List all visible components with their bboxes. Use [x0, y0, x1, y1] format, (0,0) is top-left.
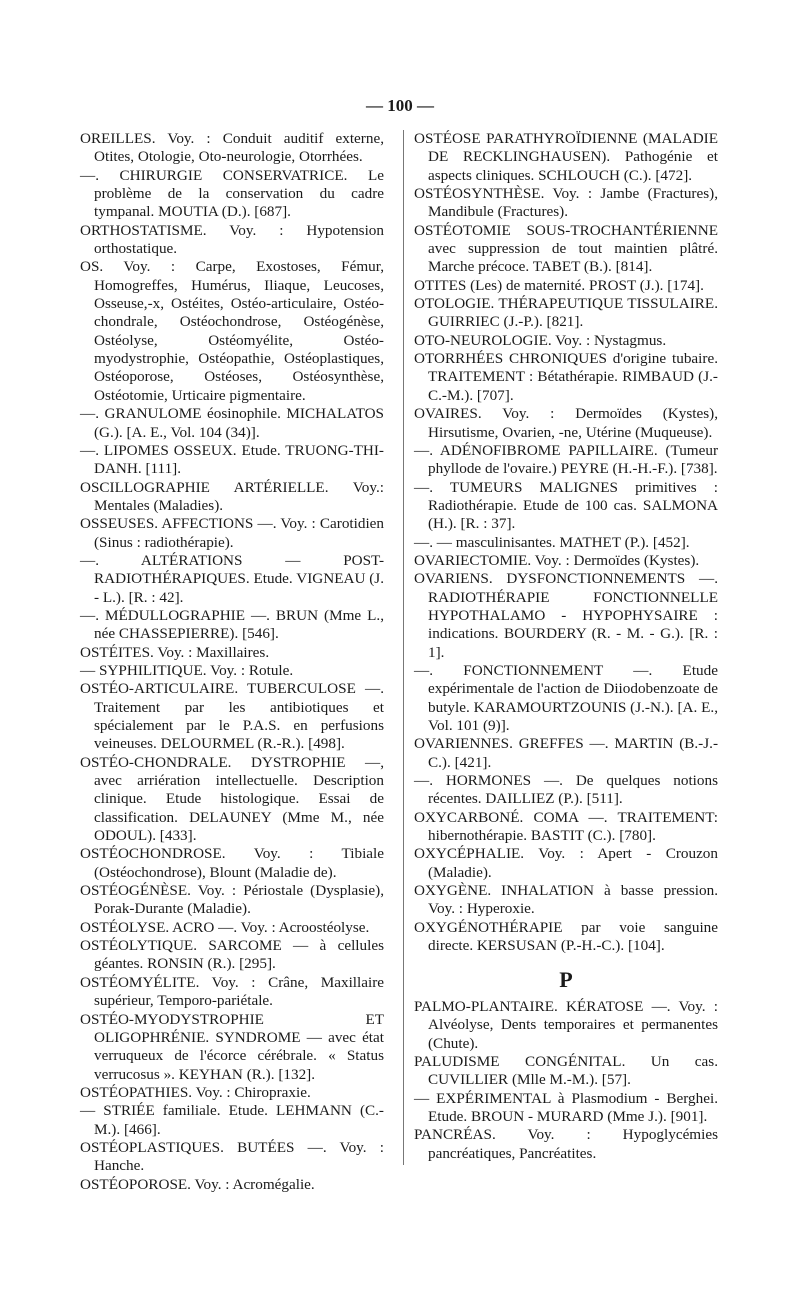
index-entry: OSTÉOCHONDROSE. Voy. : Tibiale (Ostéochondrose), Blount (Maladie de).	[80, 845, 384, 881]
index-entry: —. CHIRURGIE CONSERVATRICE. Le problème de la conservation du cadre tympanal. MOUTIA (D.). [687].	[80, 166, 384, 221]
column-divider	[403, 130, 404, 1165]
index-entry: OSTÉOMYÉLITE. Voy. : Crâne, Maxillaire supérieur, Temporo-pariétale.	[80, 973, 384, 1010]
index-entry: —. LIPOMES OSSEUX. Etude. TRUONG-THI-DANH. [111].	[80, 441, 384, 478]
index-entry: OVARIENNES. GREFFES —. MARTIN (B.-J.-C.). [421].	[414, 735, 718, 771]
index-entry: OVAIRES. Voy. : Dermoïdes (Kystes), Hirsutisme, Ovarien, -ne, Utérine (Muqueuse).	[414, 405, 718, 441]
index-entry: OSTÉOLYSE. ACRO —. Voy. : Acroostéolyse.	[80, 918, 370, 936]
index-entry: —. FONCTIONNEMENT —. Etude expérimentale de l'action de Diiodobenzoate de butyle. KARAMOURTZOUNIS (J.-N.). [A. E., Vol. 101 (9)].	[414, 661, 718, 734]
index-entry: OSTÉITES. Voy. : Maxillaires.	[80, 643, 270, 661]
index-entry: ORTHOSTATISME. Voy. : Hypotension orthostatique.	[80, 221, 384, 258]
index-entry: —. MÉDULLOGRAPHIE —. BRUN (Mme L., née CHASSEPIERRE). [546].	[80, 606, 384, 643]
index-entry: OXYGÉNOTHÉRAPIE par voie sanguine directe. KERSUSAN (P.-H.-C.). [104].	[414, 918, 718, 955]
index-entry: OTORRHÉES CHRONIQUES d'origine tubaire. TRAITEMENT : Bétathérapie. RIMBAUD (J.-C.-M.). [707].	[414, 350, 718, 404]
index-entry: —. ADÉNOFIBROME PAPILLAIRE. (Tumeur phyllode de l'ovaire.) PEYRE (H.-H.-F.). [738].	[414, 441, 718, 478]
index-entry: PANCRÉAS. Voy. : Hypoglycémies pancréatiques, Pancréatites.	[414, 1126, 718, 1162]
index-entry: —. ALTÉRATIONS — POST-RADIOTHÉRAPIQUES. Etude. VIGNEAU (J. - L.). [R. : 42].	[80, 551, 384, 606]
index-entry: OSTÉOGÉNÈSE. Voy. : Périostale (Dysplasie), Porak-Durante (Maladie).	[80, 882, 384, 918]
index-entry: OSTÉOSYNTHÈSE. Voy. : Jambe (Fractures), Mandibule (Fractures).	[414, 185, 718, 221]
index-entry: — SYPHILITIQUE. Voy. : Rotule.	[80, 661, 294, 679]
index-entry: OSTÉOPATHIES. Voy. : Chiropraxie.	[80, 1083, 311, 1101]
index-entry: OXYCARBONÉ. COMA —. TRAITEMENT: hibernothérapie. BASTIT (C.). [780].	[414, 808, 718, 845]
section-letter: P	[559, 967, 573, 993]
index-entry: —. HORMONES —. De quelques notions récentes. DAILLIEZ (P.). [511].	[414, 772, 718, 808]
index-entry: OSSEUSES. AFFECTIONS —. Voy. : Carotidien (Sinus : radiothérapie).	[80, 515, 384, 551]
index-entry: PALUDISME CONGÉNITAL. Un cas. CUVILLIER (Mlle M.-M.). [57].	[414, 1052, 718, 1089]
index-entry: —. TUMEURS MALIGNES primitives : Radiothérapie. Etude de 100 cas. SALMONA (H.). [R. : 37].	[414, 478, 718, 533]
index-entry: OSTÉO-CHONDRALE. DYSTROPHIE —, avec arriération intellectuelle. Description clinique. Etude histologique. Essai de classification. DELAUNEY (Mme M., née ODOUL). [433].	[80, 753, 384, 845]
index-entry: OSTÉO-MYODYSTROPHIE ET OLIGOPHRÉNIE. SYNDROME — avec état verruqueux de l'écorce cérébrale. « Status verrucosus ». KEYHAN (R.). [132].	[80, 1010, 384, 1083]
index-entry: OSTÉO-ARTICULAIRE. TUBERCULOSE —. Traitement par les antibiotiques et spécialement par le P.A.S. en perfusions veineuses. DELOURMEL (R.-R.). [498].	[80, 680, 384, 753]
index-entry: OSTÉOTOMIE SOUS-TROCHANTÉRIENNE avec suppression de tout maintien plâtré. Marche précoce. TABET (B.). [814].	[414, 221, 718, 276]
index-entry: OS. Voy. : Carpe, Exostoses, Fémur, Homogreffes, Humérus, Iliaque, Leucoses, Osseuse,-x, Ostéites, Ostéo-articulaire, Ostéo-chondrale, Ostéochondrose, Ostéogénèse, Ostéolyse, Ostéomyélite, Ostéo-myodystrophie, Ostéopathie, Ostéoplastiques, Ostéoporose, Ostéoses, Ostéosynthèse, Ostéotomie, Urticaire pigmentaire.	[80, 258, 384, 404]
right-column	[414, 130, 718, 1163]
index-entry: OVARIENS. DYSFONCTIONNEMENTS —. RADIOTHÉRAPIE FONCTIONNELLE HYPOTHALAMO - HYPOPHYSAIRE : indications. BOURDERY (R. - M. - G.). [R. : 1].	[414, 570, 718, 661]
left-column	[80, 130, 384, 1194]
index-entry: OSTÉOSE PARATHYROÏDIENNE (MALADIE DE RECKLINGHAUSEN). Pathogénie et aspects cliniques. SCHLOUCH (C.). [472].	[414, 130, 718, 184]
page-number: — 100 —	[366, 96, 434, 115]
index-entry: OTITES (Les) de maternité. PROST (J.). [174].	[414, 276, 704, 294]
index-entry: OSCILLOGRAPHIE ARTÉRIELLE. Voy.: Mentales (Maladies).	[80, 478, 384, 514]
index-entry: — STRIÉE familiale. Etude. LEHMANN (C.-M.). [466].	[80, 1102, 384, 1138]
index-entry: OSTÉOLYTIQUE. SARCOME — à cellules géantes. RONSIN (R.). [295].	[80, 937, 384, 973]
index-entry: —. GRANULOME éosinophile. MICHALATOS (G.). [A. E., Vol. 104 (34)].	[80, 405, 384, 441]
index-entry: — EXPÉRIMENTAL à Plasmodium - Berghei. Etude. BROUN - MURARD (Mme J.). [901].	[414, 1089, 718, 1125]
index-entry: OXYCÉPHALIE. Voy. : Apert - Crouzon (Maladie).	[414, 845, 718, 881]
index-entry: OREILLES. Voy. : Conduit auditif externe, Otites, Otologie, Oto-neurologie, Otorrhées.	[80, 130, 384, 166]
index-entry: OVARIECTOMIE. Voy. : Dermoïdes (Kystes).	[414, 551, 700, 569]
index-entry: OTO-NEUROLOGIE. Voy. : Nystagmus.	[414, 331, 667, 349]
index-entry: OXYGÈNE. INHALATION à basse pression. Voy. : Hyperoxie.	[414, 882, 718, 918]
index-entry: —. — masculinisantes. MATHET (P.). [452].	[414, 533, 690, 551]
index-entry: OSTÉOPOROSE. Voy. : Acromégalie.	[80, 1175, 315, 1193]
index-entry: OTOLOGIE. THÉRAPEUTIQUE TISSULAIRE. GUIRRIEC (J.-P.). [821].	[414, 295, 718, 331]
index-entry: PALMO-PLANTAIRE. KÉRATOSE —. Voy. : Alvéolyse, Dents temporaires et permanentes (Chute).	[414, 997, 718, 1052]
index-entry: OSTÉOPLASTIQUES. BUTÉES —. Voy. : Hanche.	[80, 1138, 384, 1175]
